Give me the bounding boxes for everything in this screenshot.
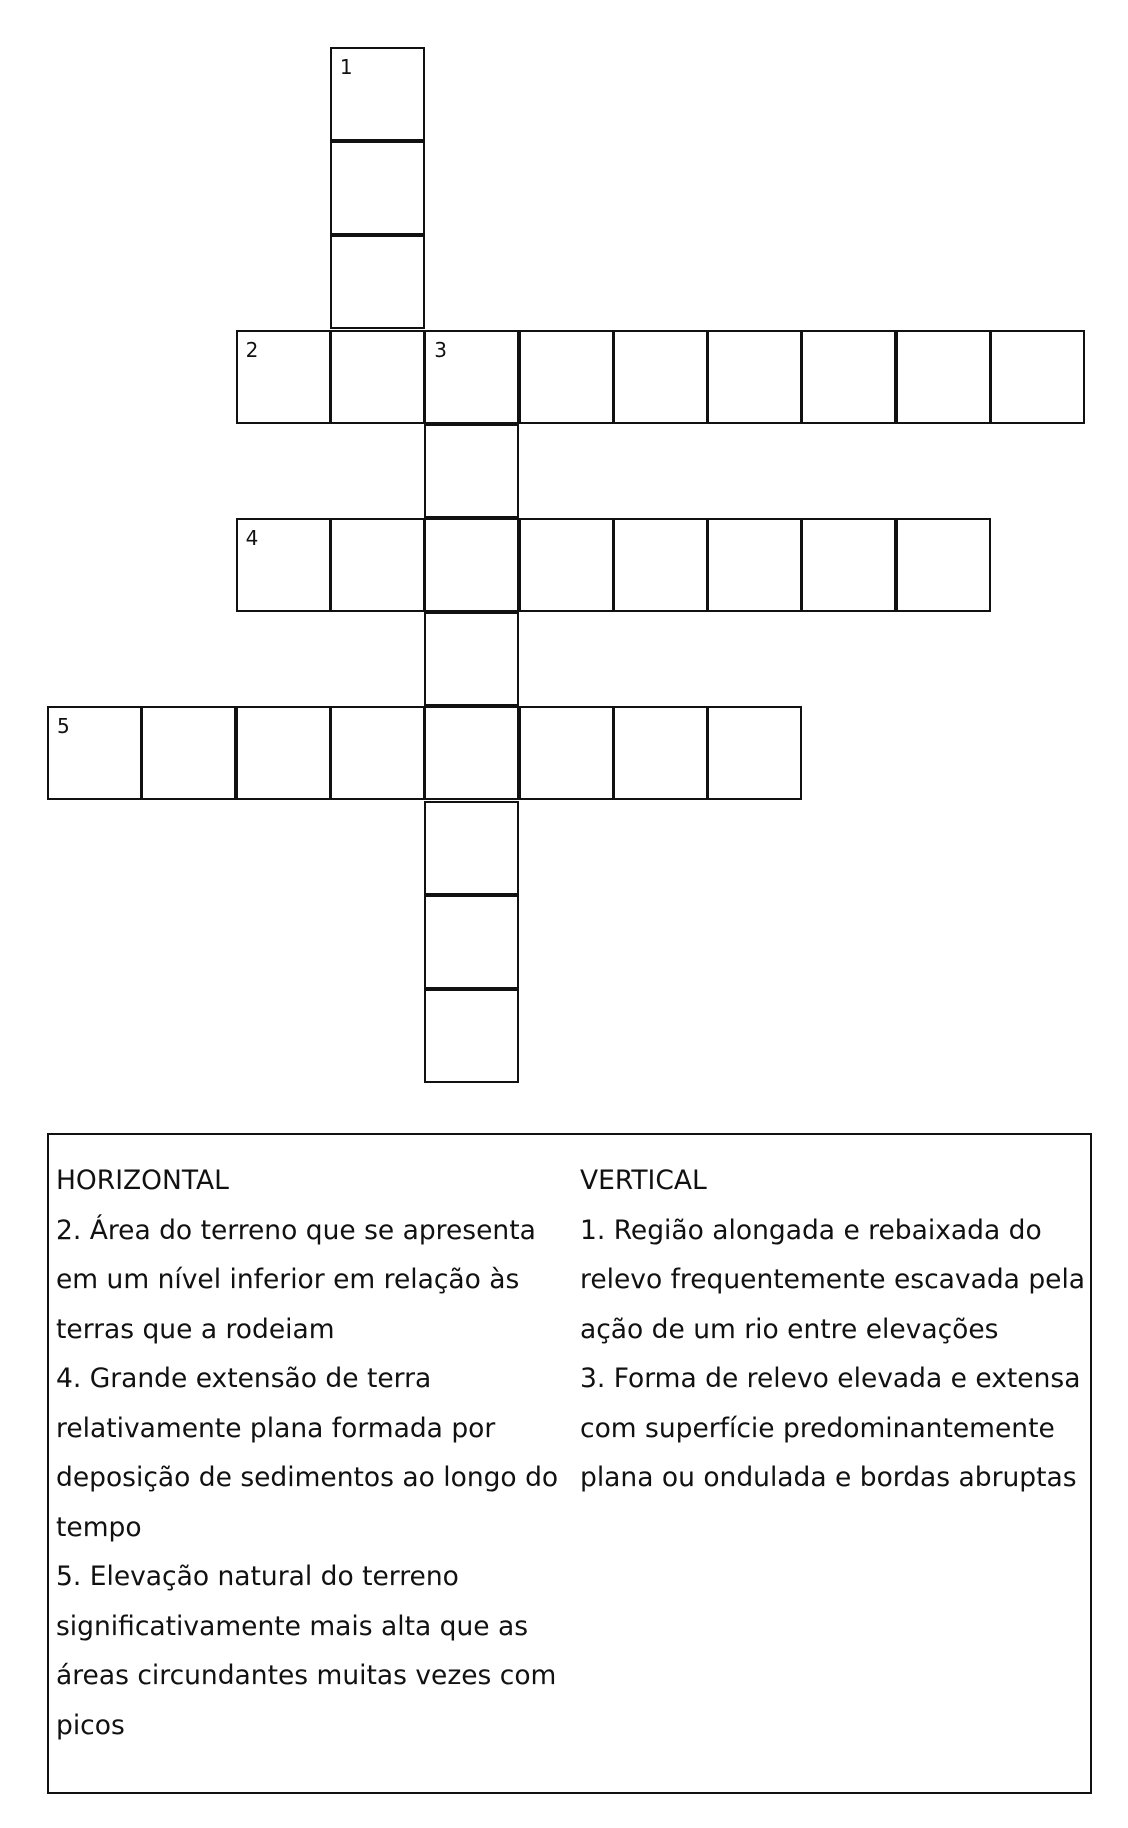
- grid-cell[interactable]: [613, 330, 708, 424]
- grid-cell[interactable]: [424, 330, 519, 424]
- grid-cell[interactable]: [424, 801, 519, 895]
- clues-box: [47, 1133, 1092, 1794]
- grid-cell[interactable]: [519, 706, 614, 800]
- horizontal-clues: [56, 1156, 576, 1750]
- grid-cell[interactable]: [613, 518, 708, 612]
- grid-cell[interactable]: [424, 989, 519, 1083]
- clue-down-3: 3. Forma de relevo elevada e extensa com superfície predominantemente plana ou ondulada e bordas abruptas: [580, 1363, 1081, 1493]
- clue-across-4: 4. Grande extensão de terra relativamente plana formada por deposição de sedimentos ao longo do tempo: [56, 1363, 559, 1543]
- grid-cell[interactable]: [801, 330, 896, 424]
- grid-cell[interactable]: [330, 141, 425, 235]
- grid-cell[interactable]: [141, 706, 236, 800]
- grid-cell[interactable]: [424, 612, 519, 706]
- grid-cell[interactable]: [236, 518, 331, 612]
- grid-cell[interactable]: [707, 518, 802, 612]
- clue-across-5: 5. Elevação natural do terreno significativamente mais alta que as áreas circundantes muitas vezes com picos: [56, 1561, 557, 1741]
- clue-down-1: 1. Região alongada e rebaixada do relevo frequentemente escavada pela ação de um rio entre elevações: [580, 1214, 1086, 1345]
- cell-number: 1: [339, 55, 353, 79]
- grid-cell[interactable]: [330, 706, 425, 800]
- grid-cell[interactable]: [707, 706, 802, 800]
- grid-cell[interactable]: [519, 518, 614, 612]
- grid-cell[interactable]: [519, 330, 614, 424]
- vertical-clues: [580, 1156, 1090, 1503]
- clue-across-2: 2. Área do terreno que se apresenta em um nível inferior em relação às terras que a rodeiam: [56, 1214, 536, 1345]
- grid-cell[interactable]: [424, 895, 519, 989]
- cell-number: 3: [434, 337, 447, 362]
- grid-cell[interactable]: [330, 518, 425, 612]
- vertical-heading: VERTICAL: [580, 1165, 707, 1196]
- cell-number: 4: [245, 526, 259, 550]
- grid-cell[interactable]: [424, 424, 519, 518]
- grid-cell[interactable]: [801, 518, 896, 612]
- grid-cell[interactable]: [330, 47, 425, 141]
- grid-cell[interactable]: [236, 330, 331, 424]
- grid-cell[interactable]: [896, 518, 991, 612]
- grid-cell[interactable]: [990, 330, 1085, 424]
- cell-number: 2: [245, 337, 259, 362]
- grid-cell[interactable]: [896, 330, 991, 424]
- grid-cell[interactable]: [330, 235, 425, 329]
- grid-cell[interactable]: [47, 706, 142, 800]
- grid-cell[interactable]: [613, 706, 708, 800]
- horizontal-heading: HORIZONTAL: [56, 1165, 229, 1196]
- grid-cell[interactable]: [236, 706, 331, 800]
- cell-number: 5: [57, 714, 70, 739]
- grid-cell[interactable]: [330, 330, 425, 424]
- grid-cell[interactable]: [424, 518, 519, 612]
- grid-cell[interactable]: [707, 330, 802, 424]
- grid-cell[interactable]: [424, 706, 519, 800]
